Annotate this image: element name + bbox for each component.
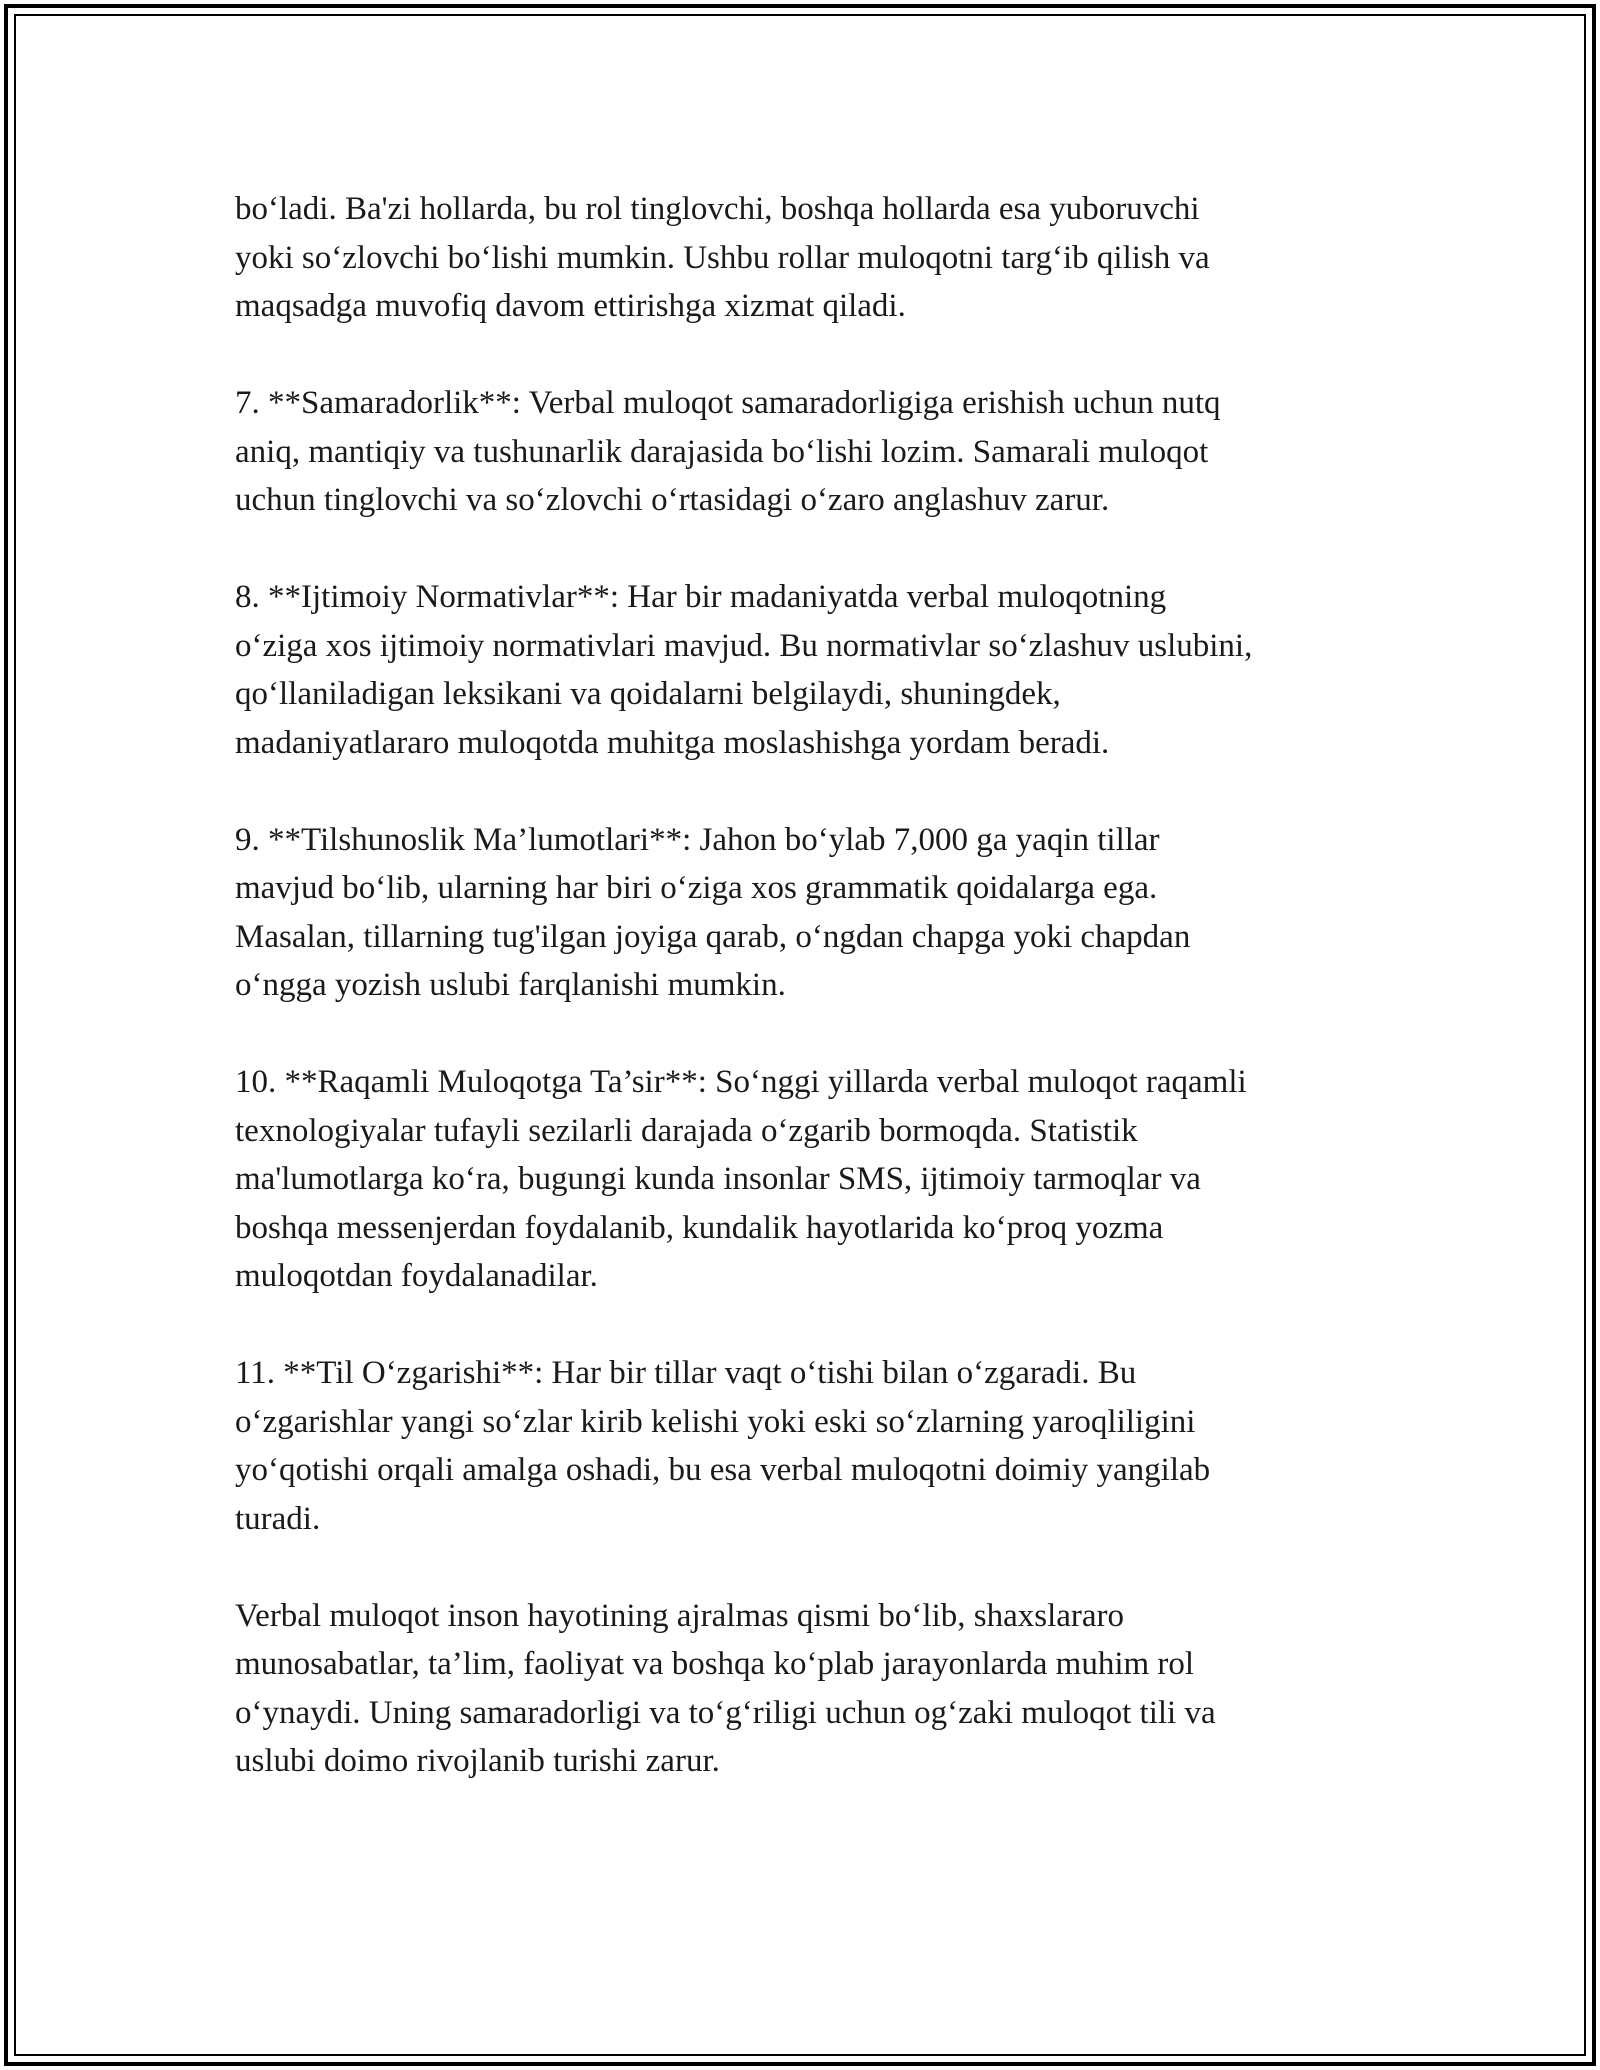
paragraph-continuation: bo‘ladi. Ba'zi hollarda, bu rol tinglovchi, boshqa hollarda esa yuboruvchi yoki so‘zlovchi bo‘lishi mumkin. Ushbu rollar muloqotni targ‘ib qilish va maqsadga muvofiq davom ettirishga xizmat qiladi.	[235, 191, 1210, 324]
paragraph-conclusion: Verbal muloqot inson hayotining ajralmas qismi bo‘lib, shaxslararo munosabatlar, ta’lim, faoliyat va boshqa ko‘plab jarayonlarda muhim rol o‘ynaydi. Uning samaradorligi va to‘g‘riligi uchun og‘zaki muloqot tili va uslubi doimo rivojlanib turishi zarur.	[235, 1597, 1216, 1779]
paragraph-item-7-samaradorlik: 7. **Samaradorlik**: Verbal muloqot samaradorligiga erishish uchun nutq aniq, mantiqiy va tushunarlik darajasida bo‘lishi lozim. Samarali muloqot uchun tinglovchi va so‘zlovchi o‘rtasidagi o‘zaro anglashuv zarur.	[235, 385, 1221, 518]
paragraph-item-8-ijtimoiy-normativlar: 8. **Ijtimoiy Normativlar**: Har bir madaniyatda verbal muloqotning o‘ziga xos ijtimoiy normativlari mavjud. Bu normativlar so‘zlashuv uslubini, qo‘llaniladigan leksikani va qoidalarni belgilaydi, shuningdek, madaniyatlararo muloqotda muhitga moslashishga yordam beradi.	[235, 579, 1253, 761]
paragraph-item-10-raqamli-muloqot: 10. **Raqamli Muloqotga Ta’sir**: So‘nggi yillarda verbal muloqot raqamli texnologiyalar tufayli sezilarli darajada o‘zgarib bormoqda. Statistik ma'lumotlarga ko‘ra, bugungi kunda insonlar SMS, ijtimoiy tarmoqlar va boshqa messenjerdan foydalanib, kundalik hayotlarida ko‘proq yozma muloqotdan foydalanadilar.	[235, 1064, 1247, 1294]
document-body	[235, 185, 1385, 1834]
paragraph-item-9-tilshunoslik: 9. **Tilshunoslik Ma’lumotlari**: Jahon bo‘ylab 7,000 ga yaqin tillar mavjud bo‘lib, ularning har biri o‘ziga xos grammatik qoidalarga ega. Masalan, tillarning tug'ilgan joyiga qarab, o‘ngdan chapga yoki chapdan o‘ngga yozish uslubi farqlanishi mumkin.	[235, 821, 1191, 1003]
paragraph-item-11-til-ozgarishi: 11. **Til O‘zgarishi**: Har bir tillar vaqt o‘tishi bilan o‘zgaradi. Bu o‘zgarishlar yangi so‘zlar kirib kelishi yoki eski so‘zlarning yaroqliligini yo‘qotishi orqali amalga oshadi, bu esa verbal muloqotni doimiy yangilab turadi.	[235, 1355, 1211, 1537]
